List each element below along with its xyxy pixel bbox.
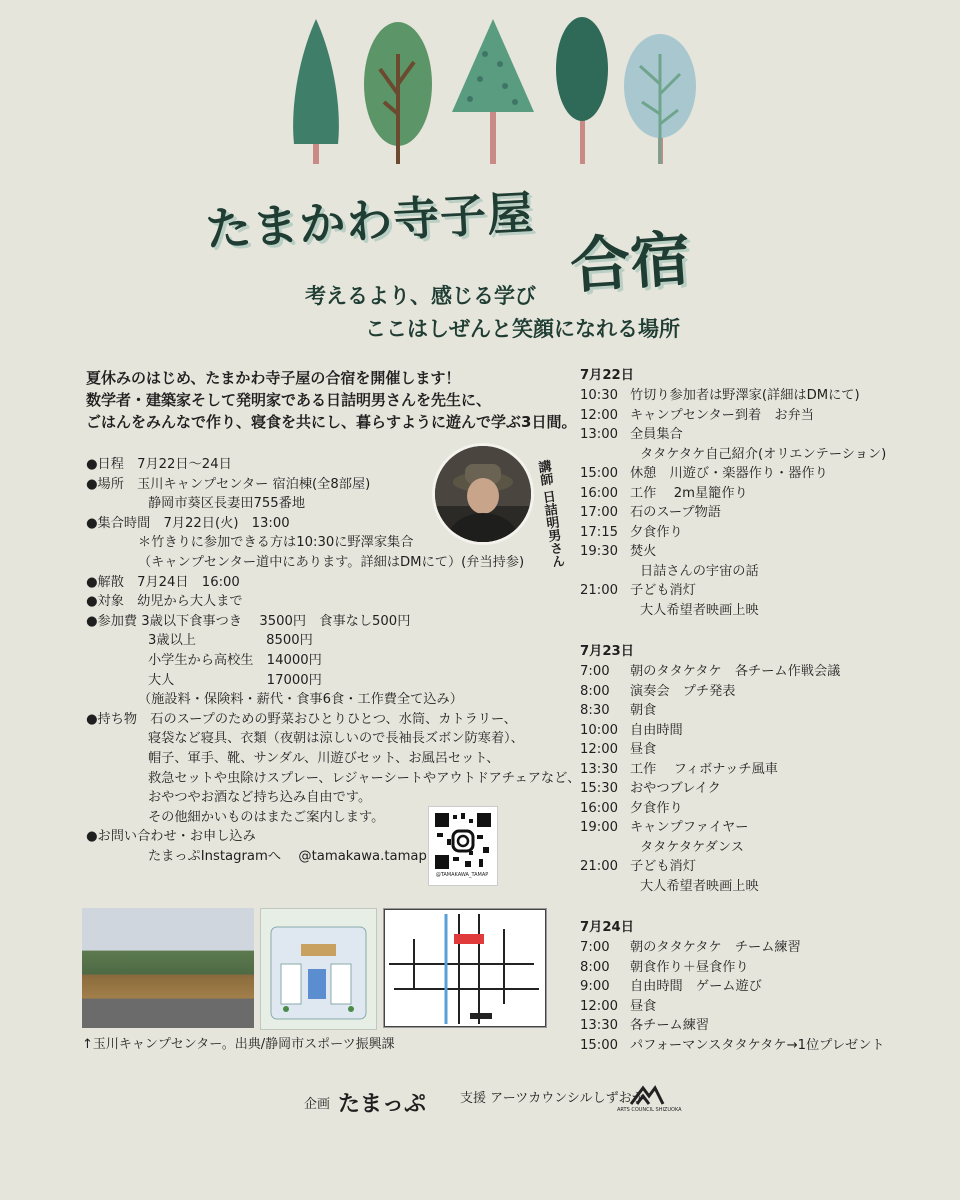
schedule-day-heading: 7月24日 [580,920,634,935]
lecturer-avatar-icon [435,446,531,542]
schedule-activity: 大人希望者映画上映 [640,602,759,618]
schedule-time: 17:15 [580,524,619,540]
schedule-item [580,799,886,819]
tagline-2: ここはしぜんと笑顔になれる場所 [365,317,680,341]
schedule-time: 10:30 [580,388,619,403]
schedule-activity: 朝食作り＋昼食作り [630,959,749,975]
schedule-item [580,1016,886,1036]
schedule-time: 21:00 [580,583,619,598]
schedule-activity: 石のスープ物語 [630,505,721,520]
info-line: ●場所 玉川キャンプセンター 宿泊棟(全8部屋) [86,476,371,492]
schedule-item [580,562,886,582]
info-line: 寝袋など寝具、衣類（夜朝は涼しいので長袖長ズボン防寒着）、 [148,731,524,747]
schedule-item [580,721,886,741]
schedule-item [580,838,886,858]
intro-line: 夏休みのはじめ、たまかわ寺子屋の合宿を開催します！ [86,369,461,387]
support-label: 支援 [460,1091,487,1106]
schedule-time: 16:00 [580,485,619,501]
schedule-item [580,682,886,702]
trees-illustration [280,14,700,174]
schedule-activity: パフォーマンスタタケタケ→1位プレゼント [630,1037,885,1053]
schedule-time: 21:00 [580,859,619,874]
info-line: ●持ち物 石のスープのための野菜おひとりひとつ、水筒、カトラリー、 [86,711,517,727]
schedule-activity: 演奏会 プチ発表 [630,683,736,699]
tree-2 [364,22,432,164]
schedule-time: 10:00 [580,722,619,738]
schedule-time [580,601,630,621]
schedule-day-heading: 7月22日 [580,368,634,383]
organizer-logo: たまっぷ [338,1092,427,1117]
schedule-item [580,581,886,601]
schedule [580,366,886,1055]
schedule-activity: タタケタケダンス [640,839,744,855]
schedule-activity: 休憩 川遊び・楽器作り・器作り [630,466,828,481]
access-map-image [383,908,547,1028]
info-line: 帽子、軍手、靴、サンダル、川遊びセット、お風呂セット、 [148,750,500,766]
info-line: ●参加費 3歳以下食事つき 3500円 食事なし500円 [86,613,411,629]
info-line: 救急セットや虫除けスプレー、レジャーシートやアウトドアチェアなど、 [148,770,581,786]
schedule-activity: 朝のタタケタケ チーム練習 [630,940,801,955]
schedule-item [580,997,886,1017]
tree-4 [556,17,608,164]
intro-line: 数学者・建築家そして発明家である日詰明男さんを先生に、 [86,391,492,409]
info-line: 静岡市葵区長妻田755番地 [148,496,306,512]
schedule-item [580,779,886,799]
schedule-item [580,406,886,426]
schedule-item [580,818,886,838]
schedule-activity: 夕食作り [630,800,683,816]
schedule-time [580,562,630,582]
schedule-activity: キャンプファイヤー [630,820,749,835]
intro-text [86,367,576,433]
schedule-activity: 工作 フィボナッチ風車 [630,761,778,777]
arts-council-logo-icon [627,1080,667,1110]
tree-1 [293,19,339,164]
page-title-accent: 合宿 [568,223,693,303]
schedule-time [580,445,630,465]
schedule-activity: 昼食 [630,998,657,1014]
schedule-item [580,740,886,760]
schedule-item [580,857,886,877]
info-line: ●お問い合わせ・お申し込み [86,829,256,845]
schedule-time: 12:00 [580,998,619,1014]
tagline-1: 考えるより、感じる学び [305,284,536,308]
schedule-activity: 夕食作り [630,524,683,540]
schedule-time: 19:30 [580,544,619,559]
schedule-item [580,662,886,682]
organizer [304,1087,438,1118]
schedule-item [580,386,886,406]
schedule-activity: 大人希望者映画上映 [640,878,759,894]
schedule-time: 17:00 [580,505,619,520]
schedule-activity: 子ども消灯 [630,859,696,874]
schedule-item [580,464,886,484]
schedule-time: 13:30 [580,761,619,777]
schedule-time: 8:00 [580,959,610,975]
schedule-item [580,701,886,721]
camp-center-photo [82,908,254,1028]
schedule-activity: 自由時間 [630,722,683,738]
schedule-time: 13:30 [580,1018,619,1033]
route-map-icon [384,909,546,1027]
schedule-item [580,523,886,543]
tree-3 [452,19,534,164]
schedule-time [580,838,630,858]
schedule-activity: 焚火 [630,544,657,559]
schedule-activity: 工作 2m星籠作り [630,485,748,501]
arts-council-caption: ARTS COUNCIL SHIZUOKA [617,1107,682,1113]
info-line: 小学生から高校生 14000円 [148,652,322,668]
schedule-item [580,938,886,958]
intro-line: ごはんをみんなで作り、寝食を共にし、暮らすように遊んで学ぶ3日間。 [86,413,577,431]
info-line: 3歳以上 8500円 [148,633,313,649]
photo-caption: ↑玉川キャンプセンター。出典/静岡市スポーツ振興課 [82,1037,395,1052]
info-line: （施設料・保険料・薪代・食事6食・工作費全て込み） [138,692,463,708]
schedule-item [580,760,886,780]
page-title: たまかわ寺子屋 [203,185,536,257]
lecturer-label: 講師 日詰明男さん [534,459,565,569]
schedule-time [580,877,630,897]
schedule-time: 15:00 [580,466,619,481]
qr-icon [429,807,497,873]
schedule-activity: おやつブレイク [630,781,721,796]
schedule-item [580,425,886,445]
schedule-activity: 竹切り参加者は野澤家(詳細はDMにて) [630,388,860,403]
tree-5 [624,34,696,164]
schedule-time: 7:00 [580,664,610,679]
schedule-activity: 朝食 [630,703,657,718]
schedule-item [580,445,886,465]
supporter [460,1087,645,1106]
schedule-activity: 昼食 [630,742,657,757]
schedule-gap [580,896,886,918]
support-name: アーツカウンシルしずおか [490,1091,645,1106]
schedule-time: 15:00 [580,1037,619,1053]
schedule-item [580,503,886,523]
info-line: その他細かいものはまたご案内します。 [148,809,385,825]
info-line: 大人 17000円 [148,672,322,688]
schedule-time: 16:00 [580,800,619,816]
info-line: ●対象 幼児から大人まで [86,594,243,610]
schedule-time: 13:00 [580,427,619,442]
info-line: ●解散 7月24日 16:00 [86,574,240,590]
lecturer-photo [432,443,534,545]
schedule-time: 12:00 [580,407,619,423]
info-line: ●日程 7月22日〜24日 [86,457,232,472]
info-line: おやつやお酒など持ち込み自由です。 [148,790,372,806]
info-line: ●集合時間 7月22日(火) 13:00 [86,515,290,531]
schedule-activity: 朝のタタケタケ 各チーム作戦会議 [630,664,841,679]
schedule-item [580,484,886,504]
schedule-item [580,601,886,621]
camp-site-map-image [260,908,377,1030]
schedule-item [580,1036,886,1056]
schedule-item [580,977,886,997]
site-map-icon [261,909,376,1029]
schedule-activity: 子ども消灯 [630,583,696,598]
info-line: ＊竹きりに参加できる方は10:30に野澤家集合 [138,535,414,551]
info-line: たまっぷInstagramへ @tamakawa.tamap [148,848,427,864]
schedule-time: 15:30 [580,781,619,796]
schedule-item [580,542,886,562]
schedule-day-heading: 7月23日 [580,644,634,659]
schedule-activity: 全員集合 [630,427,683,442]
schedule-activity: タタケタケ自己紹介(オリエンテーション) [640,446,887,462]
schedule-time: 8:00 [580,683,610,699]
organizer-label: 企画 [304,1097,331,1112]
schedule-time: 12:00 [580,742,619,757]
schedule-activity: キャンプセンター到着 お弁当 [630,407,814,423]
schedule-activity: 日詰さんの宇宙の話 [640,563,759,579]
schedule-activity: 自由時間 ゲーム遊び [630,979,762,994]
schedule-time: 8:30 [580,703,610,718]
schedule-item [580,958,886,978]
schedule-time: 9:00 [580,979,610,994]
schedule-item [580,877,886,897]
info-line: （キャンプセンター道中にあります。詳細はDMにて）(弁当持参) [138,554,525,570]
schedule-gap [580,620,886,642]
qr-caption: @TAMAKAWA_TAMAP [435,872,489,878]
schedule-time: 7:00 [580,940,610,955]
schedule-time: 19:00 [580,820,619,835]
schedule-activity: 各チーム練習 [630,1018,710,1033]
